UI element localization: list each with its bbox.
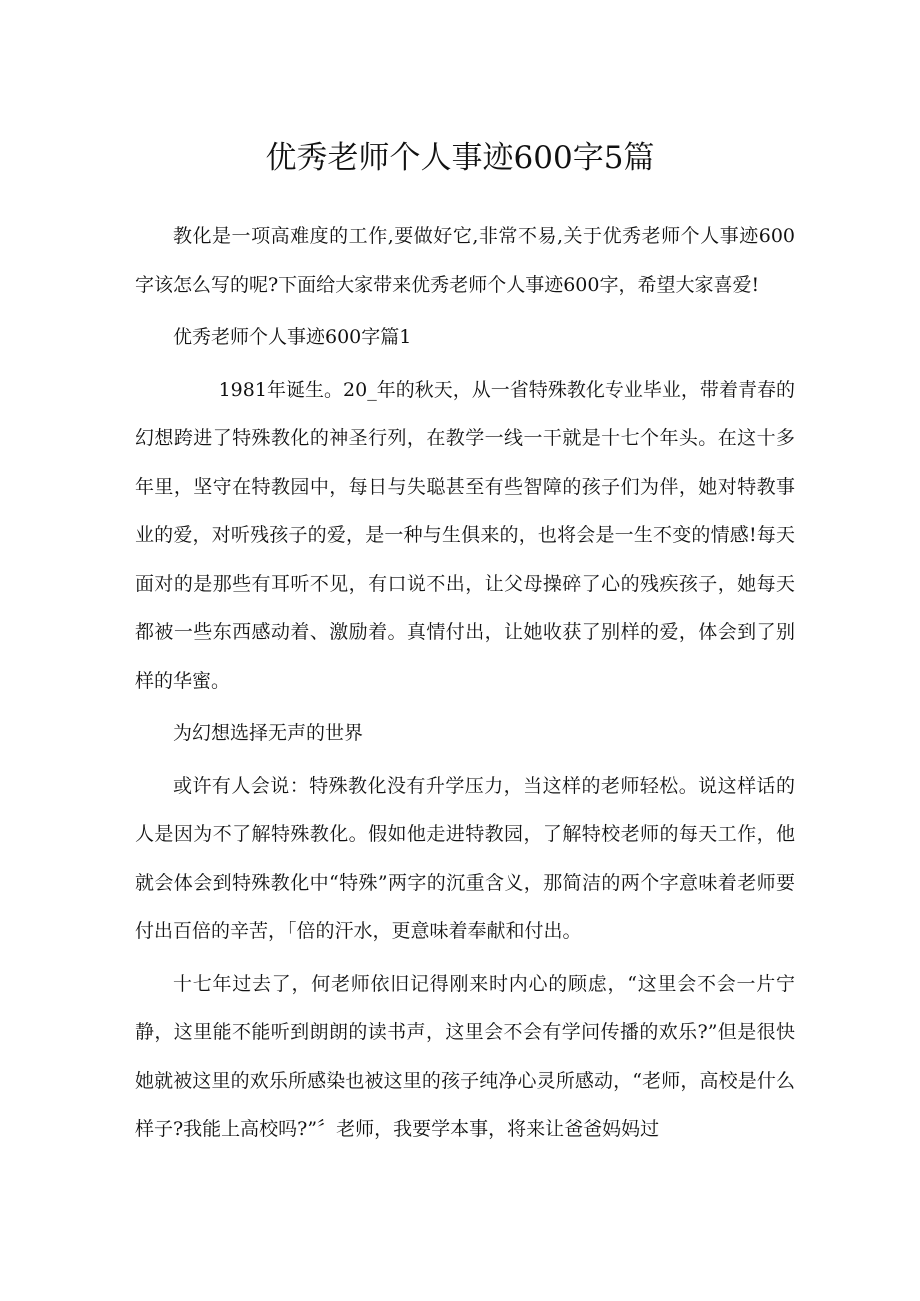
intro-paragraph: 教化是一项高难度的工作,要做好它,非常不易,关于优秀老师个人事迹600字该怎么写的呢?下面给大家带来优秀老师个人事迹600字，希望大家喜爱! [135,225,795,296]
subheading: 为幻想选择无声的世界 [173,722,364,744]
document-body [135,212,795,1158]
document-title: 优秀老师个人事迹600字5篇 [265,140,655,176]
body-paragraph: 1981年诞生。20_年的秋天，从一省特殊教化专业毕业，带着青春的幻想跨进了特殊教化的神圣行列，在教学一线一干就是十七个年头。在这十多年里，坚守在特教园中，每日与失聪甚至有些智障的孩子们为伴，她对特教事业的爱，对听残孩子的爱，是一种与生俱来的，也将会是一生不变的情感!每天面对的是那些有耳听不见，有口说不出，让父母操碎了心的残疾孩子，她每天都被一些东西感动着、激励着。真情付出，让她收获了别样的爱，体会到了别样的华蜜。 [135,378,795,692]
body-paragraph: 十七年过去了，何老师依旧记得刚来时内心的顾虑，“这里会不会一片宁静，这里能不能听到朗朗的读书声，这里会不会有学问传播的欢乐?”但是很快她就被这里的欢乐所感染也被这里的孩子纯净心灵所感动，“老师，高校是什么样子?我能上高校吗?”〞老师，我要学本事，将来让爸爸妈妈过 [135,972,795,1140]
body-paragraph: 或许有人会说：特殊教化没有升学压力，当这样的老师轻松。说这样话的人是因为不了解特殊教化。假如他走进特教园，了解特校老师的每天工作，他就会体会到特殊教化中“特殊”两字的沉重含义，那简洁的两个字意味着老师要付出百倍的辛苦，「倍的汗水，更意味着奉献和付出。 [135,774,795,942]
section-heading: 优秀老师个人事迹600字篇1 [173,326,412,348]
